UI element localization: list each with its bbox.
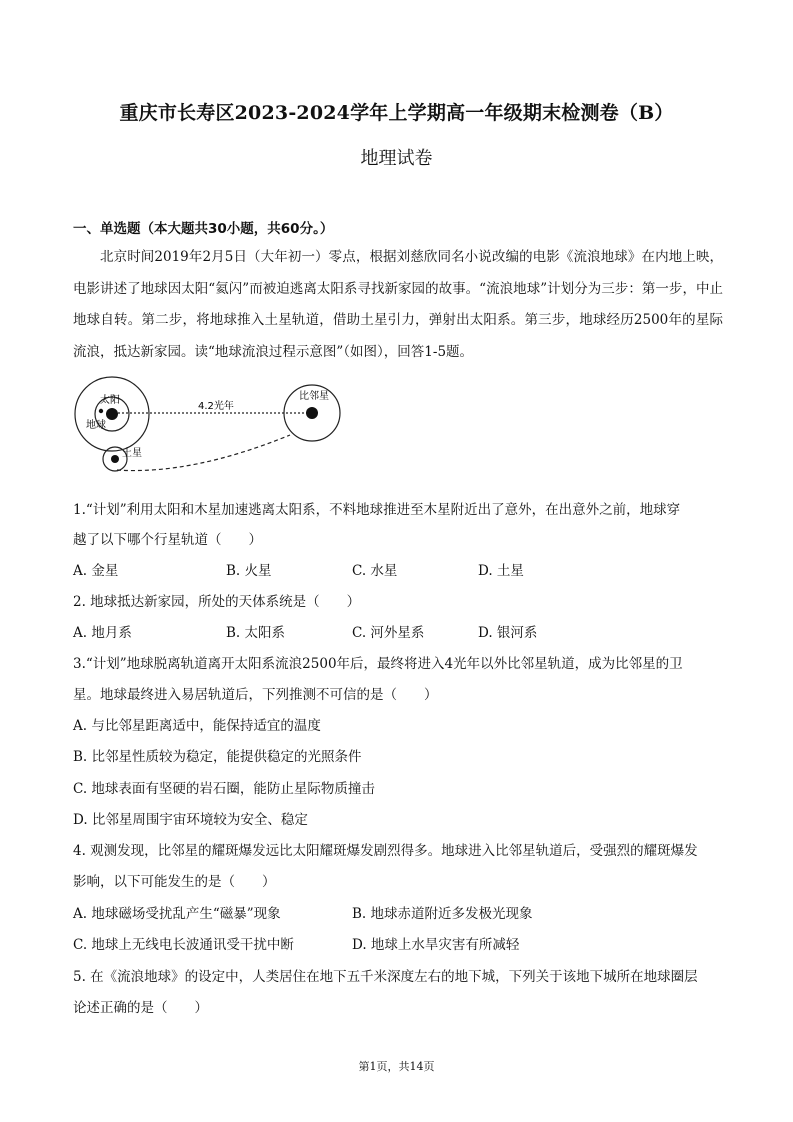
question-4-stem-line1: 4. 观测发现，比邻星的耀斑爆发远比太阳耀斑爆发剧烈得多。地球进入比邻星轨道后，受强烈的耀斑爆发	[73, 843, 698, 859]
earth-wandering-diagram	[72, 375, 362, 475]
question-3-stem-line2: 星。地球最终进入易居轨道后，下列推测不可信的是（ ）	[73, 687, 438, 703]
exam-title: 重庆市长寿区2023-2024学年上学期高一年级期末检测卷（B）	[119, 102, 674, 124]
question-2-option-b: B. 太阳系	[226, 625, 286, 641]
question-4-option-c: C. 地球上无线电长波通讯受干扰中断	[73, 937, 294, 953]
proxima-dot	[306, 407, 318, 419]
question-5-stem-line2: 论述正确的是（ ）	[73, 1000, 208, 1016]
question-4-option-d: D. 地球上水旱灾害有所减轻	[352, 937, 520, 953]
earth-dot	[99, 409, 103, 413]
question-1-option-c: C. 水星	[352, 563, 398, 579]
question-2-option-a: A. 地月系	[73, 625, 132, 641]
distance-label: 4.2光年	[198, 401, 234, 412]
question-3-stem-line1: 3.“计划”地球脱离轨道离开太阳系流浪2500年后，最终将进入4光年以外比邻星轨道，成为比邻星的卫	[73, 656, 683, 672]
saturn-dot	[111, 455, 119, 463]
question-1-option-a: A. 金星	[73, 563, 119, 579]
question-3-option-c: C. 地球表面有坚硬的岩石圈，能防止星际物质撞击	[73, 781, 375, 797]
question-5-stem-line1: 5. 在《流浪地球》的设定中，人类居住在地下五千米深度左右的地下城，下列关于该地下城所在地球圈层	[73, 969, 698, 985]
question-4-stem-line2: 影响，以下可能发生的是（ ）	[73, 874, 276, 890]
wandering-path	[117, 435, 290, 471]
intro-text: 北京时间2019年2月5日（大年初一）零点，根据刘慈欣同名小说改编的电影《流浪地球》在内地上映，电影讲述了地球因太阳“氦闪”而被迫逃离太阳系寻找新家园的故事。“流浪地球”计划分为三步：第一步，中止地球自转。第二步，将地球推入土星轨道，借助土星引力，弹射出太阳系。第三步，地球经历2500年的星际流浪，抵达新家园。读“地球流浪过程示意图”（如图），回答1-5题。	[73, 249, 723, 360]
earth-label: 地球	[86, 420, 106, 431]
question-3-option-d: D. 比邻星周围宇宙环境较为安全、稳定	[73, 812, 308, 828]
question-1-stem-line2: 越了以下哪个行星轨道（ ）	[73, 532, 262, 548]
question-2-stem: 2. 地球抵达新家园，所处的天体系统是（ ）	[73, 594, 361, 610]
question-2-option-d: D. 银河系	[478, 625, 538, 641]
question-1-stem-line1: 1.“计划”利用太阳和木星加速逃离太阳系，不料地球推进至木星附近出了意外，在出意外之前，地球穿	[73, 502, 681, 518]
question-1-option-b: B. 火星	[226, 563, 272, 579]
question-3-option-b: B. 比邻星性质较为稳定，能提供稳定的光照条件	[73, 749, 362, 765]
intro-paragraph	[73, 242, 723, 368]
question-4-option-b: B. 地球赤道附近多发极光现象	[352, 906, 533, 922]
question-4-option-a: A. 地球磁场受扰乱产生“磁暴”现象	[73, 906, 281, 922]
question-3-option-a: A. 与比邻星距离适中，能保持适宜的温度	[73, 718, 321, 734]
section-heading: 一、单选题（本大题共30小题，共60分。）	[73, 221, 334, 237]
sun-label: 太阳	[100, 395, 120, 406]
exam-subtitle: 地理试卷	[360, 148, 433, 169]
proxima-label: 比邻星	[299, 391, 329, 402]
sun-dot	[106, 408, 118, 420]
saturn-label: 土星	[122, 448, 142, 459]
page-number: 第1页，共14页	[358, 1060, 435, 1073]
question-1-option-d: D. 土星	[478, 563, 524, 579]
question-2-option-c: C. 河外星系	[352, 625, 425, 641]
